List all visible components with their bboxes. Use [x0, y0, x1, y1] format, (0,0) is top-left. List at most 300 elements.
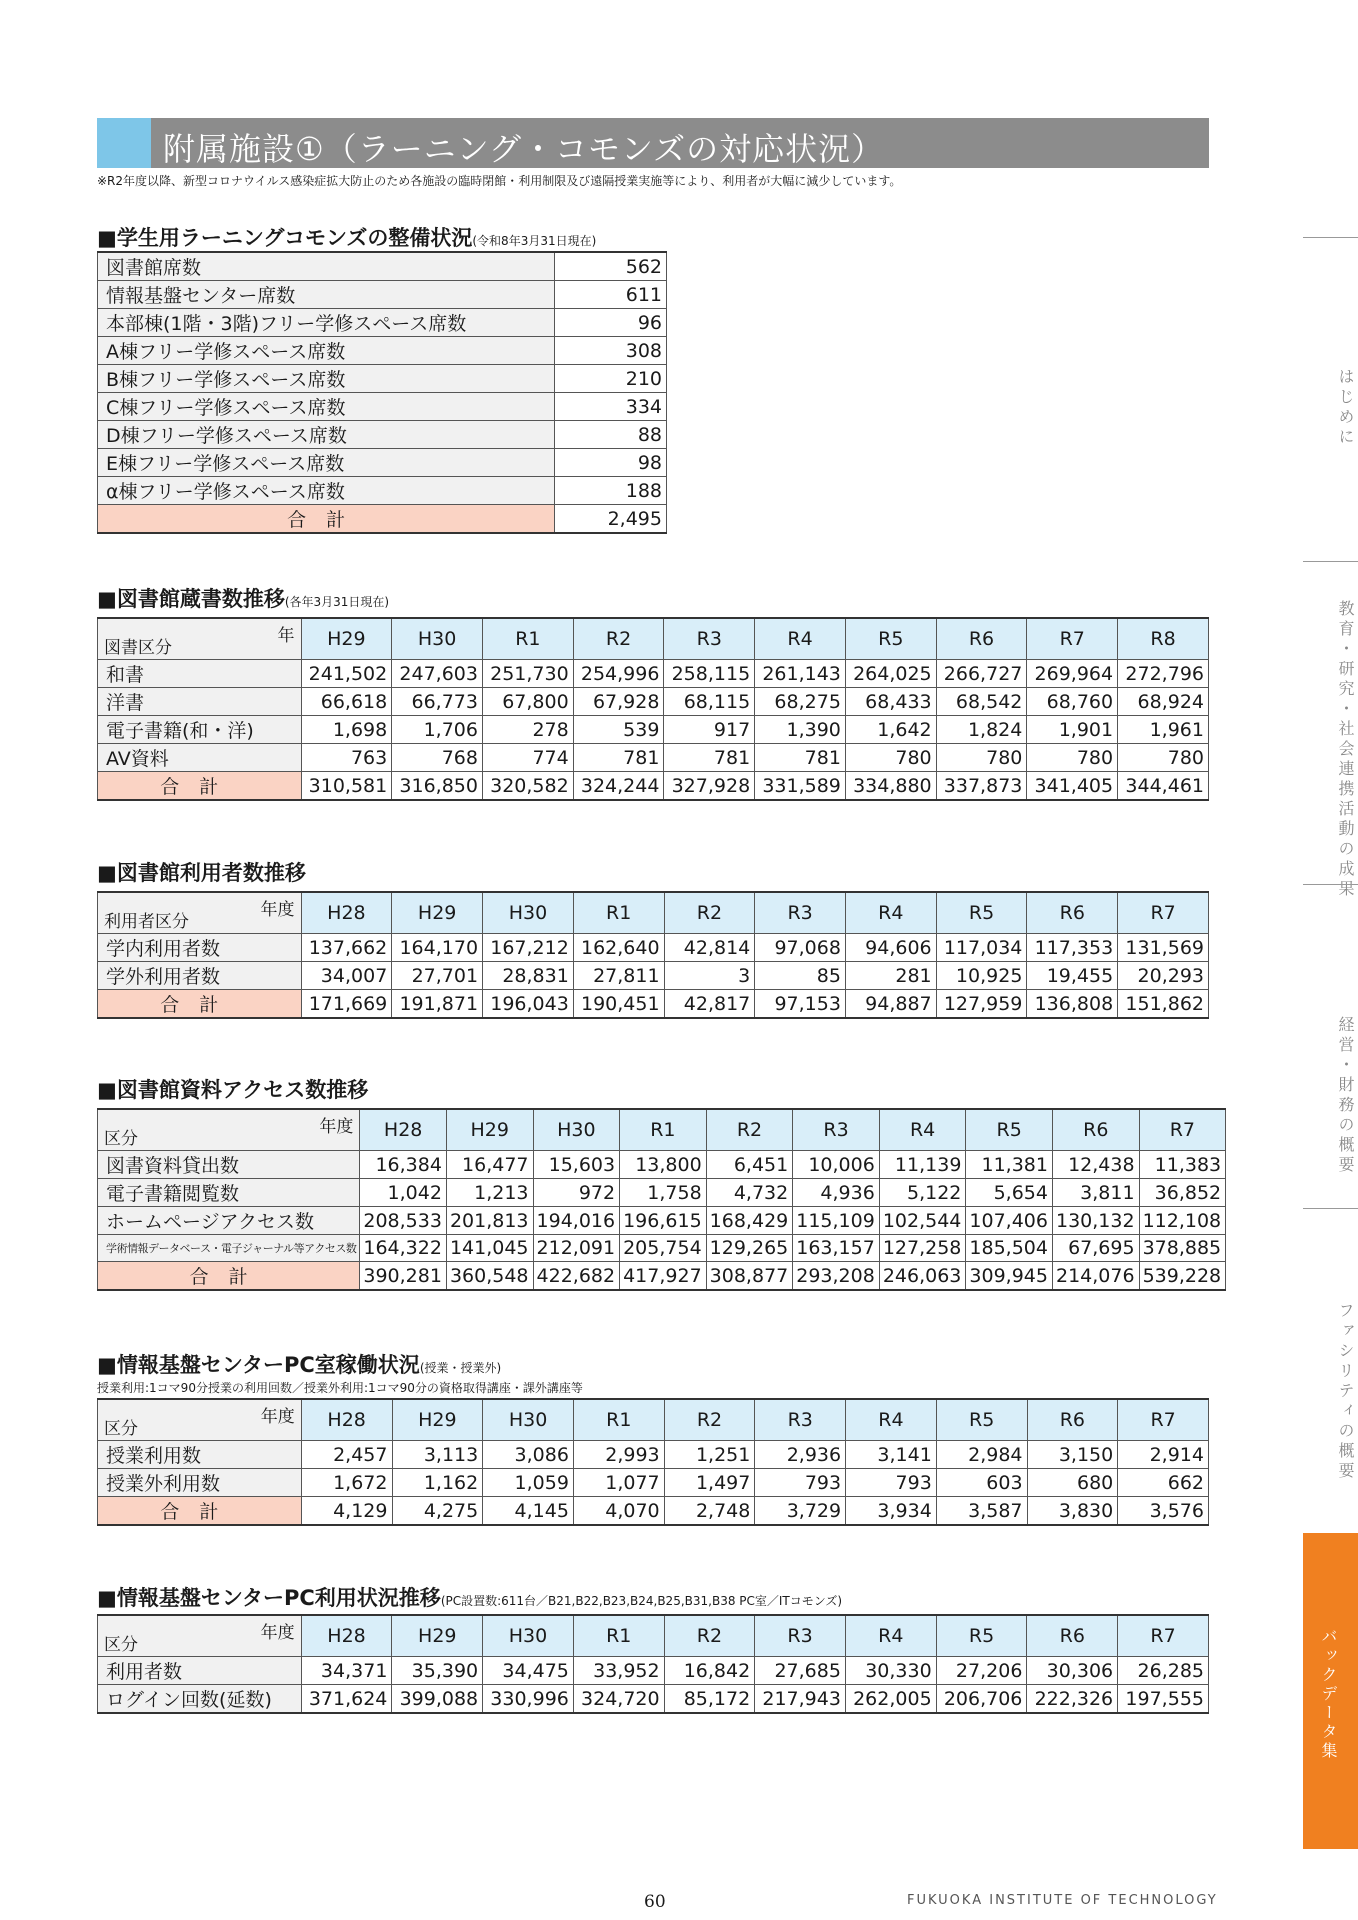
year-header: R2: [706, 1109, 793, 1151]
cell-value: 247,603: [392, 660, 483, 688]
cell-value: 2,457: [301, 1441, 392, 1469]
total-value: 97,153: [755, 990, 846, 1019]
total-value: 151,862: [1118, 990, 1209, 1019]
header-row: [98, 892, 1209, 934]
row-value: 334: [555, 393, 667, 421]
year-header: R5: [936, 892, 1027, 934]
row-label: α棟フリー学修スペース席数: [98, 477, 555, 505]
year-header: R2: [573, 618, 664, 660]
table-row: [98, 1235, 1226, 1262]
corner-top-label: 年度: [260, 900, 295, 920]
year-header: R4: [879, 1109, 966, 1151]
cell-value: 539: [573, 716, 664, 744]
cell-value: 67,800: [482, 688, 573, 716]
row-label: 本部棟(1階・3階)フリー学修スペース席数: [98, 309, 555, 337]
cell-value: 793: [846, 1469, 937, 1497]
table-library-users: [97, 891, 1209, 1019]
cell-value: 241,502: [301, 660, 392, 688]
year-header: R5: [936, 1615, 1027, 1657]
table-pc-usage: [97, 1614, 1209, 1714]
row-label: C棟フリー学修スペース席数: [98, 393, 555, 421]
cell-value: 781: [573, 744, 664, 772]
row-label: 情報基盤センター席数: [98, 281, 555, 309]
cell-value: 1,042: [360, 1179, 447, 1207]
cell-value: 16,384: [360, 1151, 447, 1179]
cell-value: 208,533: [360, 1207, 447, 1235]
year-header: H28: [301, 1399, 392, 1441]
cell-value: 217,943: [755, 1685, 846, 1714]
cell-value: 3: [664, 962, 755, 990]
year-header: R7: [1118, 892, 1209, 934]
year-header: H29: [392, 1399, 483, 1441]
cell-value: 603: [936, 1469, 1027, 1497]
cell-value: 1,251: [664, 1441, 755, 1469]
total-value: 3,729: [755, 1497, 846, 1526]
row-value: 88: [555, 421, 667, 449]
year-header: R3: [755, 1399, 846, 1441]
year-header: R1: [620, 1109, 707, 1151]
title-bar: [97, 118, 1209, 168]
total-value: 293,208: [793, 1262, 880, 1291]
cell-value: 67,695: [1052, 1235, 1139, 1262]
cell-value: 781: [755, 744, 846, 772]
total-value: 4,129: [301, 1497, 392, 1526]
cell-value: 16,477: [446, 1151, 533, 1179]
table-row: [98, 337, 667, 365]
cell-value: 27,685: [755, 1657, 846, 1685]
cell-value: 4,936: [793, 1179, 880, 1207]
cell-value: 3,811: [1052, 1179, 1139, 1207]
total-value: 246,063: [879, 1262, 966, 1291]
cell-value: 780: [1118, 744, 1209, 772]
cell-value: 12,438: [1052, 1151, 1139, 1179]
row-label: 学内利用者数: [98, 934, 302, 962]
cell-value: 11,139: [879, 1151, 966, 1179]
row-label: 利用者数: [98, 1657, 302, 1685]
cell-value: 269,964: [1027, 660, 1118, 688]
row-label: 電子書籍(和・洋): [98, 716, 302, 744]
cell-value: 117,353: [1027, 934, 1118, 962]
section-subheading: (令和8年3月31日現在): [472, 234, 597, 248]
total-value: 136,808: [1027, 990, 1118, 1019]
total-value: 4,275: [392, 1497, 483, 1526]
row-label: A棟フリー学修スペース席数: [98, 337, 555, 365]
cell-value: 201,813: [446, 1207, 533, 1235]
corner-top-label: 年度: [260, 1623, 295, 1643]
cell-value: 11,383: [1139, 1151, 1226, 1179]
corner-bottom-label: 区分: [104, 1129, 138, 1149]
row-label: 洋書: [98, 688, 302, 716]
row-value: 98: [555, 449, 667, 477]
cell-value: 197,555: [1118, 1685, 1209, 1714]
cell-value: 127,258: [879, 1235, 966, 1262]
cell-value: 1,213: [446, 1179, 533, 1207]
total-value: 316,850: [392, 772, 483, 801]
total-value: 2,748: [664, 1497, 755, 1526]
cell-value: 115,109: [793, 1207, 880, 1235]
cell-value: 85,172: [664, 1685, 755, 1714]
cell-value: 251,730: [482, 660, 573, 688]
total-label: 合計: [98, 990, 302, 1019]
row-label: ホームページアクセス数: [98, 1207, 360, 1235]
cell-value: 780: [845, 744, 936, 772]
year-header: R3: [664, 618, 755, 660]
cell-value: 2,984: [936, 1441, 1027, 1469]
cell-value: 137,662: [301, 934, 392, 962]
cell-value: 68,275: [755, 688, 846, 716]
table-pc-room: [97, 1398, 1209, 1526]
year-header: R7: [1139, 1109, 1226, 1151]
table-row: [98, 421, 667, 449]
year-header: R6: [936, 618, 1027, 660]
cell-value: 107,406: [966, 1207, 1053, 1235]
year-header: R6: [1052, 1109, 1139, 1151]
row-label: E棟フリー学修スペース席数: [98, 449, 555, 477]
cell-value: 68,115: [664, 688, 755, 716]
total-row: [98, 505, 667, 534]
year-header: H30: [483, 1615, 574, 1657]
total-value: 309,945: [966, 1262, 1053, 1291]
table-row: [98, 252, 667, 281]
cell-value: 1,497: [664, 1469, 755, 1497]
table-row: [98, 1151, 1226, 1179]
corner-cell: [98, 892, 302, 934]
year-header: R4: [845, 892, 936, 934]
cell-value: 26,285: [1118, 1657, 1209, 1685]
row-value: 188: [555, 477, 667, 505]
cell-value: 2,914: [1118, 1441, 1209, 1469]
cell-value: 972: [533, 1179, 620, 1207]
cell-value: 324,720: [573, 1685, 664, 1714]
total-value: 171,669: [301, 990, 392, 1019]
cell-value: 19,455: [1027, 962, 1118, 990]
total-label: 合計: [98, 1262, 360, 1291]
table-row: [98, 281, 667, 309]
total-value: 191,871: [392, 990, 483, 1019]
cell-value: 261,143: [755, 660, 846, 688]
cell-value: 94,606: [845, 934, 936, 962]
cell-value: 117,034: [936, 934, 1027, 962]
cell-value: 164,322: [360, 1235, 447, 1262]
year-header: H30: [483, 892, 574, 934]
year-header: R1: [573, 1399, 664, 1441]
section-subheading: (各年3月31日現在): [284, 595, 390, 609]
cell-value: 27,206: [936, 1657, 1027, 1685]
row-label: 図書資料貸出数: [98, 1151, 360, 1179]
total-row: [98, 1262, 1226, 1291]
cell-value: 162,640: [573, 934, 664, 962]
table-row: [98, 1179, 1226, 1207]
total-row: [98, 1497, 1209, 1526]
year-header: R3: [755, 892, 846, 934]
cell-value: 1,077: [573, 1469, 664, 1497]
section-title-pc-room: [97, 1349, 501, 1379]
cell-value: 164,170: [392, 934, 483, 962]
corner-cell: [98, 618, 302, 660]
section-title-library-books: [97, 583, 389, 613]
cell-value: 399,088: [392, 1685, 483, 1714]
cell-value: 85: [755, 962, 846, 990]
cell-value: 35,390: [392, 1657, 483, 1685]
cell-value: 781: [664, 744, 755, 772]
row-value: 96: [555, 309, 667, 337]
cell-value: 10,006: [793, 1151, 880, 1179]
year-header: R1: [573, 1615, 664, 1657]
covid-note: ※R2年度以降、新型コロナウイルス感染症拡大防止のため各施設の臨時閉館・利用制限及び遠隔授業実施等により、利用者が大幅に減少しています。: [97, 174, 902, 188]
section-title-library-access: [97, 1074, 368, 1104]
cell-value: 1,162: [392, 1469, 483, 1497]
total-value: 127,959: [936, 990, 1027, 1019]
table-row: [98, 1441, 1209, 1469]
total-value: 539,228: [1139, 1262, 1226, 1291]
side-tab-intro[interactable]: はじめに: [1336, 368, 1355, 448]
footer-institution: FUKUOKA INSTITUTE OF TECHNOLOGY: [907, 1893, 1218, 1908]
corner-bottom-label: 区分: [104, 1419, 138, 1439]
cell-value: 3,113: [392, 1441, 483, 1469]
cell-value: 378,885: [1139, 1235, 1226, 1262]
total-value: 344,461: [1118, 772, 1209, 801]
cell-value: 222,326: [1027, 1685, 1118, 1714]
cell-value: 196,615: [620, 1207, 707, 1235]
page-title: 附属施設①（ラーニング・コモンズの対応状況）: [163, 130, 885, 168]
header-row: [98, 1399, 1209, 1441]
cell-value: 194,016: [533, 1207, 620, 1235]
year-header: H28: [301, 892, 392, 934]
section-heading: ■図書館利用者数推移: [97, 861, 306, 885]
total-value: 4,145: [483, 1497, 574, 1526]
year-header: R3: [755, 1615, 846, 1657]
corner-top-label: 年: [277, 626, 295, 646]
cell-value: 1,706: [392, 716, 483, 744]
year-header: R6: [1027, 1399, 1118, 1441]
cell-value: 66,773: [392, 688, 483, 716]
cell-value: 206,706: [936, 1685, 1027, 1714]
cell-value: 212,091: [533, 1235, 620, 1262]
corner-cell: [98, 1615, 302, 1657]
cell-value: 780: [936, 744, 1027, 772]
corner-bottom-label: 区分: [104, 1635, 138, 1655]
side-divider: [1303, 237, 1358, 238]
table-row: [98, 309, 667, 337]
cell-value: 5,122: [879, 1179, 966, 1207]
total-value: 324,244: [573, 772, 664, 801]
cell-value: 266,727: [936, 660, 1027, 688]
cell-value: 15,603: [533, 1151, 620, 1179]
year-header: H30: [533, 1109, 620, 1151]
year-header: R5: [966, 1109, 1053, 1151]
section-heading: ■図書館蔵書数推移: [97, 587, 285, 611]
table-row: [98, 365, 667, 393]
table-row: [98, 393, 667, 421]
cell-value: 68,924: [1118, 688, 1209, 716]
corner-top-label: 年度: [319, 1117, 354, 1137]
row-label: ログイン回数(延数): [98, 1685, 302, 1714]
cell-value: 30,306: [1027, 1657, 1118, 1685]
table-row: [98, 744, 1209, 772]
total-value: 3,587: [936, 1497, 1027, 1526]
total-value: 3,830: [1027, 1497, 1118, 1526]
cell-value: 66,618: [301, 688, 392, 716]
year-header: R7: [1027, 618, 1118, 660]
cell-value: 112,108: [1139, 1207, 1226, 1235]
cell-value: 27,701: [392, 962, 483, 990]
table-row: [98, 934, 1209, 962]
section-heading: ■情報基盤センターPC室稼働状況: [97, 1353, 420, 1377]
section-heading: ■図書館資料アクセス数推移: [97, 1078, 369, 1102]
total-value: 390,281: [360, 1262, 447, 1291]
section-title-library-users: [97, 857, 306, 887]
table-row: [98, 477, 667, 505]
table-row: [98, 1469, 1209, 1497]
cell-value: 10,925: [936, 962, 1027, 990]
cell-value: 763: [301, 744, 392, 772]
table-row: [98, 688, 1209, 716]
row-value: 611: [555, 281, 667, 309]
table-row: [98, 449, 667, 477]
table-row: [98, 1685, 1209, 1714]
cell-value: 168,429: [706, 1207, 793, 1235]
total-value: 3,934: [846, 1497, 937, 1526]
table-library-access: [97, 1108, 1226, 1291]
year-header: H28: [301, 1615, 392, 1657]
cell-value: 34,475: [483, 1657, 574, 1685]
cell-value: 16,842: [664, 1657, 755, 1685]
section-heading: ■情報基盤センターPC利用状況推移: [97, 1586, 441, 1610]
side-tab-facility[interactable]: ファシリティの概要: [1336, 1302, 1355, 1482]
cell-value: 3,141: [846, 1441, 937, 1469]
total-label: 合計: [98, 1497, 302, 1526]
row-value: 308: [555, 337, 667, 365]
cell-value: 258,115: [664, 660, 755, 688]
year-header: R4: [755, 618, 846, 660]
year-header: R8: [1118, 618, 1209, 660]
total-value: 4,070: [573, 1497, 664, 1526]
year-header: R1: [482, 618, 573, 660]
total-value: 3,576: [1118, 1497, 1209, 1526]
total-value: 196,043: [483, 990, 574, 1019]
cell-value: 4,732: [706, 1179, 793, 1207]
cell-value: 278: [482, 716, 573, 744]
cell-value: 67,928: [573, 688, 664, 716]
total-row: [98, 772, 1209, 801]
total-value: 190,451: [573, 990, 664, 1019]
total-value: 422,682: [533, 1262, 620, 1291]
cell-value: 205,754: [620, 1235, 707, 1262]
cell-value: 262,005: [845, 1685, 936, 1714]
cell-value: 3,150: [1027, 1441, 1118, 1469]
corner-top-label: 年度: [260, 1407, 295, 1427]
year-header: H29: [392, 1615, 483, 1657]
cell-value: 1,390: [755, 716, 846, 744]
cell-value: 102,544: [879, 1207, 966, 1235]
cell-value: 20,293: [1118, 962, 1209, 990]
row-label: 学術情報データベース・電子ジャーナル等アクセス数: [98, 1235, 360, 1262]
header-row: [98, 618, 1209, 660]
total-value: 331,589: [755, 772, 846, 801]
year-header: R7: [1118, 1615, 1209, 1657]
cell-value: 5,654: [966, 1179, 1053, 1207]
table-library-books: [97, 617, 1209, 801]
total-value: 360,548: [446, 1262, 533, 1291]
table-row: [98, 716, 1209, 744]
row-label: 電子書籍閲覧数: [98, 1179, 360, 1207]
header-row: [98, 1615, 1209, 1657]
year-header: H30: [483, 1399, 574, 1441]
table-row: [98, 1207, 1226, 1235]
side-tab-backdata[interactable]: バックデータ集: [1319, 1628, 1338, 1761]
cell-value: 30,330: [845, 1657, 936, 1685]
side-tab-outcomes[interactable]: 教育・研究・社会連携活動の成果: [1336, 600, 1355, 900]
cell-value: 780: [1027, 744, 1118, 772]
page-number: 60: [644, 1892, 666, 1912]
pc-room-note: 授業利用:1コマ90分授業の利用回数／授業外利用:1コマ90分の資格取得講座・課外講座等: [97, 1381, 583, 1395]
corner-cell: [98, 1109, 360, 1151]
cell-value: 68,542: [936, 688, 1027, 716]
cell-value: 662: [1118, 1469, 1209, 1497]
cell-value: 42,814: [664, 934, 755, 962]
cell-value: 680: [1027, 1469, 1118, 1497]
row-label: AV資料: [98, 744, 302, 772]
side-tab-management[interactable]: 経営・財務の概要: [1336, 1016, 1355, 1176]
total-value: 341,405: [1027, 772, 1118, 801]
row-label: 学外利用者数: [98, 962, 302, 990]
title-accent: [97, 118, 151, 168]
cell-value: 272,796: [1118, 660, 1209, 688]
cell-value: 1,642: [845, 716, 936, 744]
year-header: H29: [446, 1109, 533, 1151]
section-subheading: (PC設置数:611台／B21,B22,B23,B24,B25,B31,B38 PC室／ITコモンズ): [440, 1594, 843, 1608]
row-label: B棟フリー学修スペース席数: [98, 365, 555, 393]
corner-bottom-label: 利用者区分: [104, 912, 189, 932]
total-value: 327,928: [664, 772, 755, 801]
cell-value: 330,996: [483, 1685, 574, 1714]
cell-value: 1,758: [620, 1179, 707, 1207]
year-header: R2: [664, 1399, 755, 1441]
cell-value: 27,811: [573, 962, 664, 990]
section-title-learning-commons: [97, 222, 596, 252]
corner-cell: [98, 1399, 302, 1441]
cell-value: 6,451: [706, 1151, 793, 1179]
total-row: [98, 990, 1209, 1019]
side-divider: [1303, 561, 1358, 562]
cell-value: 129,265: [706, 1235, 793, 1262]
table-learning-commons: [97, 251, 667, 534]
cell-value: 254,996: [573, 660, 664, 688]
total-value: 308,877: [706, 1262, 793, 1291]
cell-value: 371,624: [301, 1685, 392, 1714]
table-row: [98, 962, 1209, 990]
section-subheading: (授業・授業外): [419, 1361, 502, 1375]
corner-bottom-label: 図書区分: [104, 638, 172, 658]
total-label: 合計: [98, 772, 302, 801]
cell-value: 163,157: [793, 1235, 880, 1262]
cell-value: 2,936: [755, 1441, 846, 1469]
total-value: 94,887: [845, 990, 936, 1019]
cell-value: 13,800: [620, 1151, 707, 1179]
cell-value: 768: [392, 744, 483, 772]
cell-value: 2,993: [573, 1441, 664, 1469]
header-row: [98, 1109, 1226, 1151]
year-header: R3: [793, 1109, 880, 1151]
cell-value: 33,952: [573, 1657, 664, 1685]
row-value: 210: [555, 365, 667, 393]
total-value: 417,927: [620, 1262, 707, 1291]
cell-value: 185,504: [966, 1235, 1053, 1262]
year-header: R6: [1027, 1615, 1118, 1657]
side-divider: [1303, 884, 1358, 885]
cell-value: 167,212: [483, 934, 574, 962]
table-row: [98, 1657, 1209, 1685]
